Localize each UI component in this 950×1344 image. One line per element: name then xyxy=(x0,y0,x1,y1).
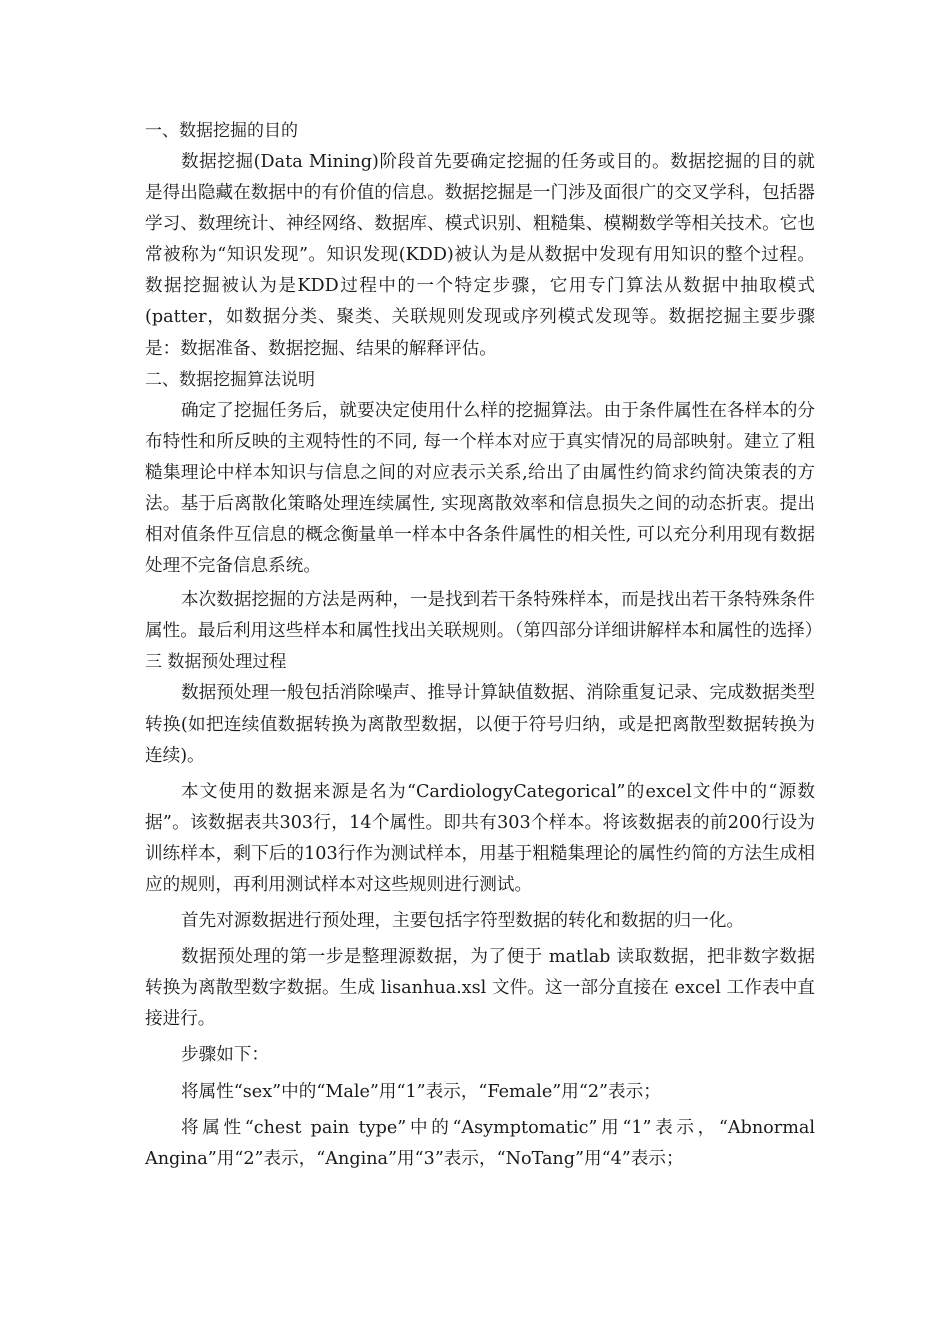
paragraph-preprocessing-2: 本文使用的数据来源是名为“CardiologyCategorical”的excel文件中的“源数据”。该数据表共303行，14个属性。即共有303个样本。将该数据表的前200行设为训练样本，剩下后的103行作为测试样本，用基于粗糙集理论的属性约简的方法生成相应的规则，再利用测试样本对这些规则进行测试。 xyxy=(145,781,815,895)
document-page xyxy=(145,116,823,1175)
section-heading-algorithm: 二、数据挖掘算法说明 xyxy=(145,369,315,390)
paragraph-step-chest-pain: 将属性“chest pain type”中的“Asymptomatic”用“1”表示，“Abnormal Angina”用“2”表示，“Angina”用“3”表示，“NoTang”用“4”表示； xyxy=(145,1117,815,1169)
paragraph-preprocessing-1: 数据预处理一般包括消除噪声、推导计算缺值数据、消除重复记录、完成数据类型转换(如把连续值数据转换为离散型数据，以便于符号归纳，或是把离散型数据转换为连续)。 xyxy=(145,683,815,766)
paragraph-algorithm-1: 确定了挖掘任务后，就要决定使用什么样的挖掘算法。由于条件属性在各样本的分布特性和所反映的主观特性的不同, 每一个样本对应于真实情况的局部映射。建立了粗糙集理论中样本知识与信息之间的对应表示关系,给出了由属性约简求约简决策表的方法。基于后离散化策略处理连续属性, 实现离散效率和信息损失之间的动态折衷。提出相对值条件互信息的概念衡量单一样本中各条件属性的相关性, 可以充分利用现有数据处理不完备信息系统。 xyxy=(145,400,815,577)
paragraph-purpose: 数据挖掘(Data Mining)阶段首先要确定挖掘的任务或目的。数据挖掘的目的就是得出隐藏在数据中的有价值的信息。数据挖掘是一门涉及面很广的交叉学科，包括器学习、数理统计、神经网络、数据库、模式识别、粗糙集、模糊数学等相关技术。它也常被称为“知识发现”。知识发现(KDD)被认为是从数据中发现有用知识的整个过程。数据挖掘被认为是KDD过程中的一个特定步骤，它用专门算法从数据中抽取模式(patter，如数据分类、聚类、关联规则发现或序列模式发现等。数据挖掘主要步骤是：数据准备、数据挖掘、结果的解释评估。 xyxy=(145,152,815,359)
section-heading-preprocessing: 三 数据预处理过程 xyxy=(145,652,287,673)
paragraph-preprocessing-4: 数据预处理的第一步是整理源数据，为了便于 matlab 读取数据，把非数字数据转换为离散型数字数据。生成 lisanhua.xsl 文件。这一部分直接在 excel 工作表中直接进行。 xyxy=(145,947,815,1030)
paragraph-algorithm-2: 本次数据挖掘的方法是两种，一是找到若干条特殊样本，而是找出若干条特殊条件属性。最后利用这些样本和属性找出关联规则。（第四部分详细讲解样本和属性的选择） xyxy=(145,590,823,642)
paragraph-steps-intro: 步骤如下： xyxy=(181,1045,269,1066)
section-heading-purpose: 一、数据挖掘的目的 xyxy=(145,121,298,141)
paragraph-preprocessing-3: 首先对源数据进行预处理，主要包括字符型数据的转化和数据的归一化。 xyxy=(181,911,745,932)
paragraph-step-sex: 将属性“sex”中的“Male”用“1”表示，“Female”用“2”表示； xyxy=(181,1081,661,1102)
